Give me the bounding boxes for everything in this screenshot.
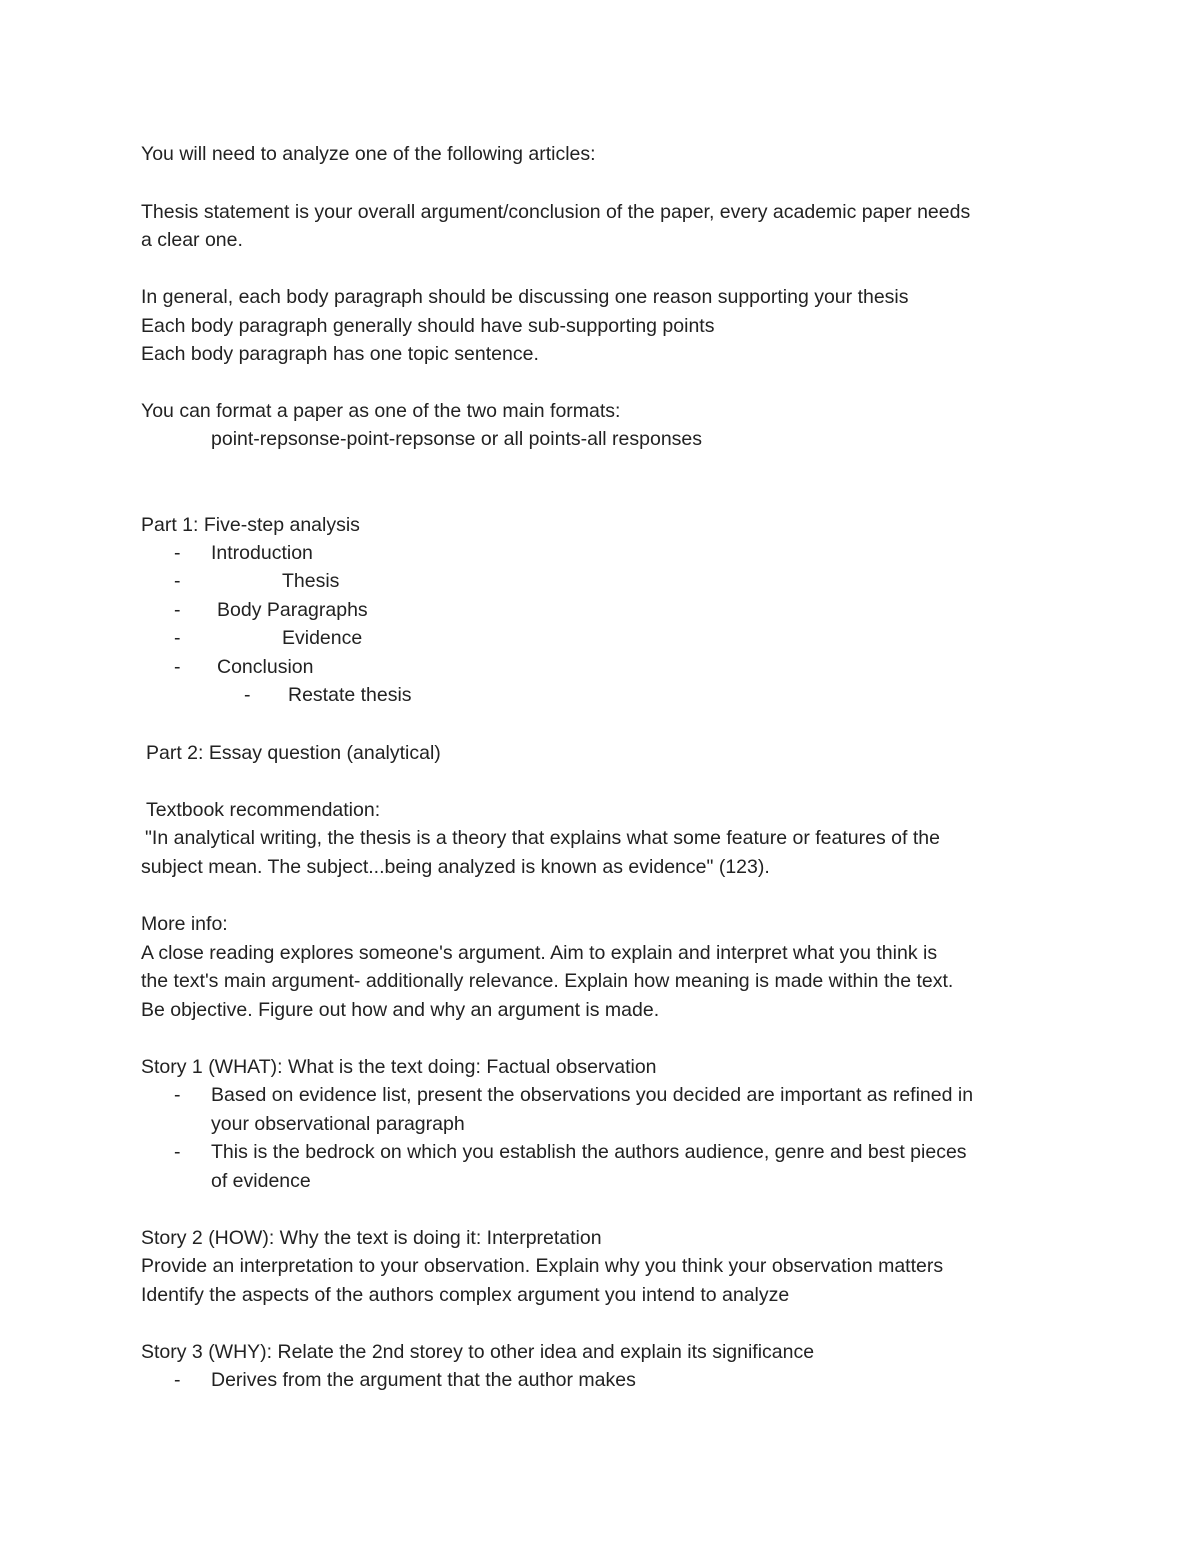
story2-line: Provide an interpretation to your observation. Explain why you think your observation matters — [141, 1255, 944, 1277]
body-paragraph-note: Each body paragraph has one topic sentence. — [141, 343, 539, 365]
list-bullet: - — [174, 599, 181, 621]
body-paragraph-note: Each body paragraph generally should have sub-supporting points — [141, 315, 715, 337]
list-bullet: - — [174, 1369, 181, 1391]
list-bullet: - — [174, 1141, 181, 1163]
list-bullet: - — [174, 542, 181, 564]
list-bullet: - — [174, 656, 181, 678]
textbook-quote-line-1: "In analytical writing, the thesis is a theory that explains what some feature or features of the — [145, 827, 940, 849]
part1-item-introduction: Introduction — [211, 542, 313, 564]
more-info-line: Be objective. Figure out how and why an argument is made. — [141, 999, 660, 1021]
list-bullet: - — [174, 1084, 181, 1106]
format-line-2: point-repsonse-point-repsonse or all points-all responses — [211, 428, 703, 450]
part2-heading: Part 2: Essay question (analytical) — [146, 742, 441, 764]
part1-heading: Part 1: Five-step analysis — [141, 514, 360, 536]
body-paragraph-note: In general, each body paragraph should be discussing one reason supporting your thesis — [141, 286, 909, 308]
part1-item-conclusion: Conclusion — [217, 656, 314, 678]
thesis-paragraph-line-2: a clear one. — [141, 229, 243, 251]
thesis-paragraph-line-1: Thesis statement is your overall argument/conclusion of the paper, every academic paper needs — [141, 201, 971, 223]
part1-item-body-paragraphs: Body Paragraphs — [217, 599, 368, 621]
part1-item-restate-thesis: Restate thesis — [288, 684, 412, 706]
more-info-line: the text's main argument- additionally relevance. Explain how meaning is made within the text. — [141, 970, 954, 992]
format-line-1: You can format a paper as one of the two main formats: — [141, 400, 621, 422]
story1-bullet-2-line-1: This is the bedrock on which you establish the authors audience, genre and best pieces — [211, 1141, 967, 1163]
story1-bullet-1-line-1: Based on evidence list, present the observations you decided are important as refined in — [211, 1084, 974, 1106]
story2-line: Identify the aspects of the authors complex argument you intend to analyze — [141, 1284, 790, 1306]
textbook-quote-line-2: subject mean. The subject...being analyzed is known as evidence" (123). — [141, 856, 770, 878]
list-bullet: - — [174, 627, 181, 649]
story3-bullet-1: Derives from the argument that the author makes — [211, 1369, 636, 1391]
list-bullet: - — [244, 684, 251, 706]
story2-heading: Story 2 (HOW): Why the text is doing it: Interpretation — [141, 1227, 602, 1249]
part1-item-thesis: Thesis — [282, 570, 340, 592]
story3-heading: Story 3 (WHY): Relate the 2nd storey to other idea and explain its significance — [141, 1341, 815, 1363]
more-info-line: A close reading explores someone's argument. Aim to explain and interpret what you think is — [141, 942, 938, 964]
story1-bullet-2-line-2: of evidence — [211, 1170, 311, 1192]
story1-bullet-1-line-2: your observational paragraph — [211, 1113, 465, 1135]
story1-heading: Story 1 (WHAT): What is the text doing: Factual observation — [141, 1056, 657, 1078]
list-bullet: - — [174, 570, 181, 592]
intro-text: You will need to analyze one of the following articles: — [141, 143, 596, 165]
more-info-heading: More info: — [141, 913, 228, 935]
part1-item-evidence: Evidence — [282, 627, 363, 649]
textbook-heading: Textbook recommendation: — [146, 799, 381, 821]
